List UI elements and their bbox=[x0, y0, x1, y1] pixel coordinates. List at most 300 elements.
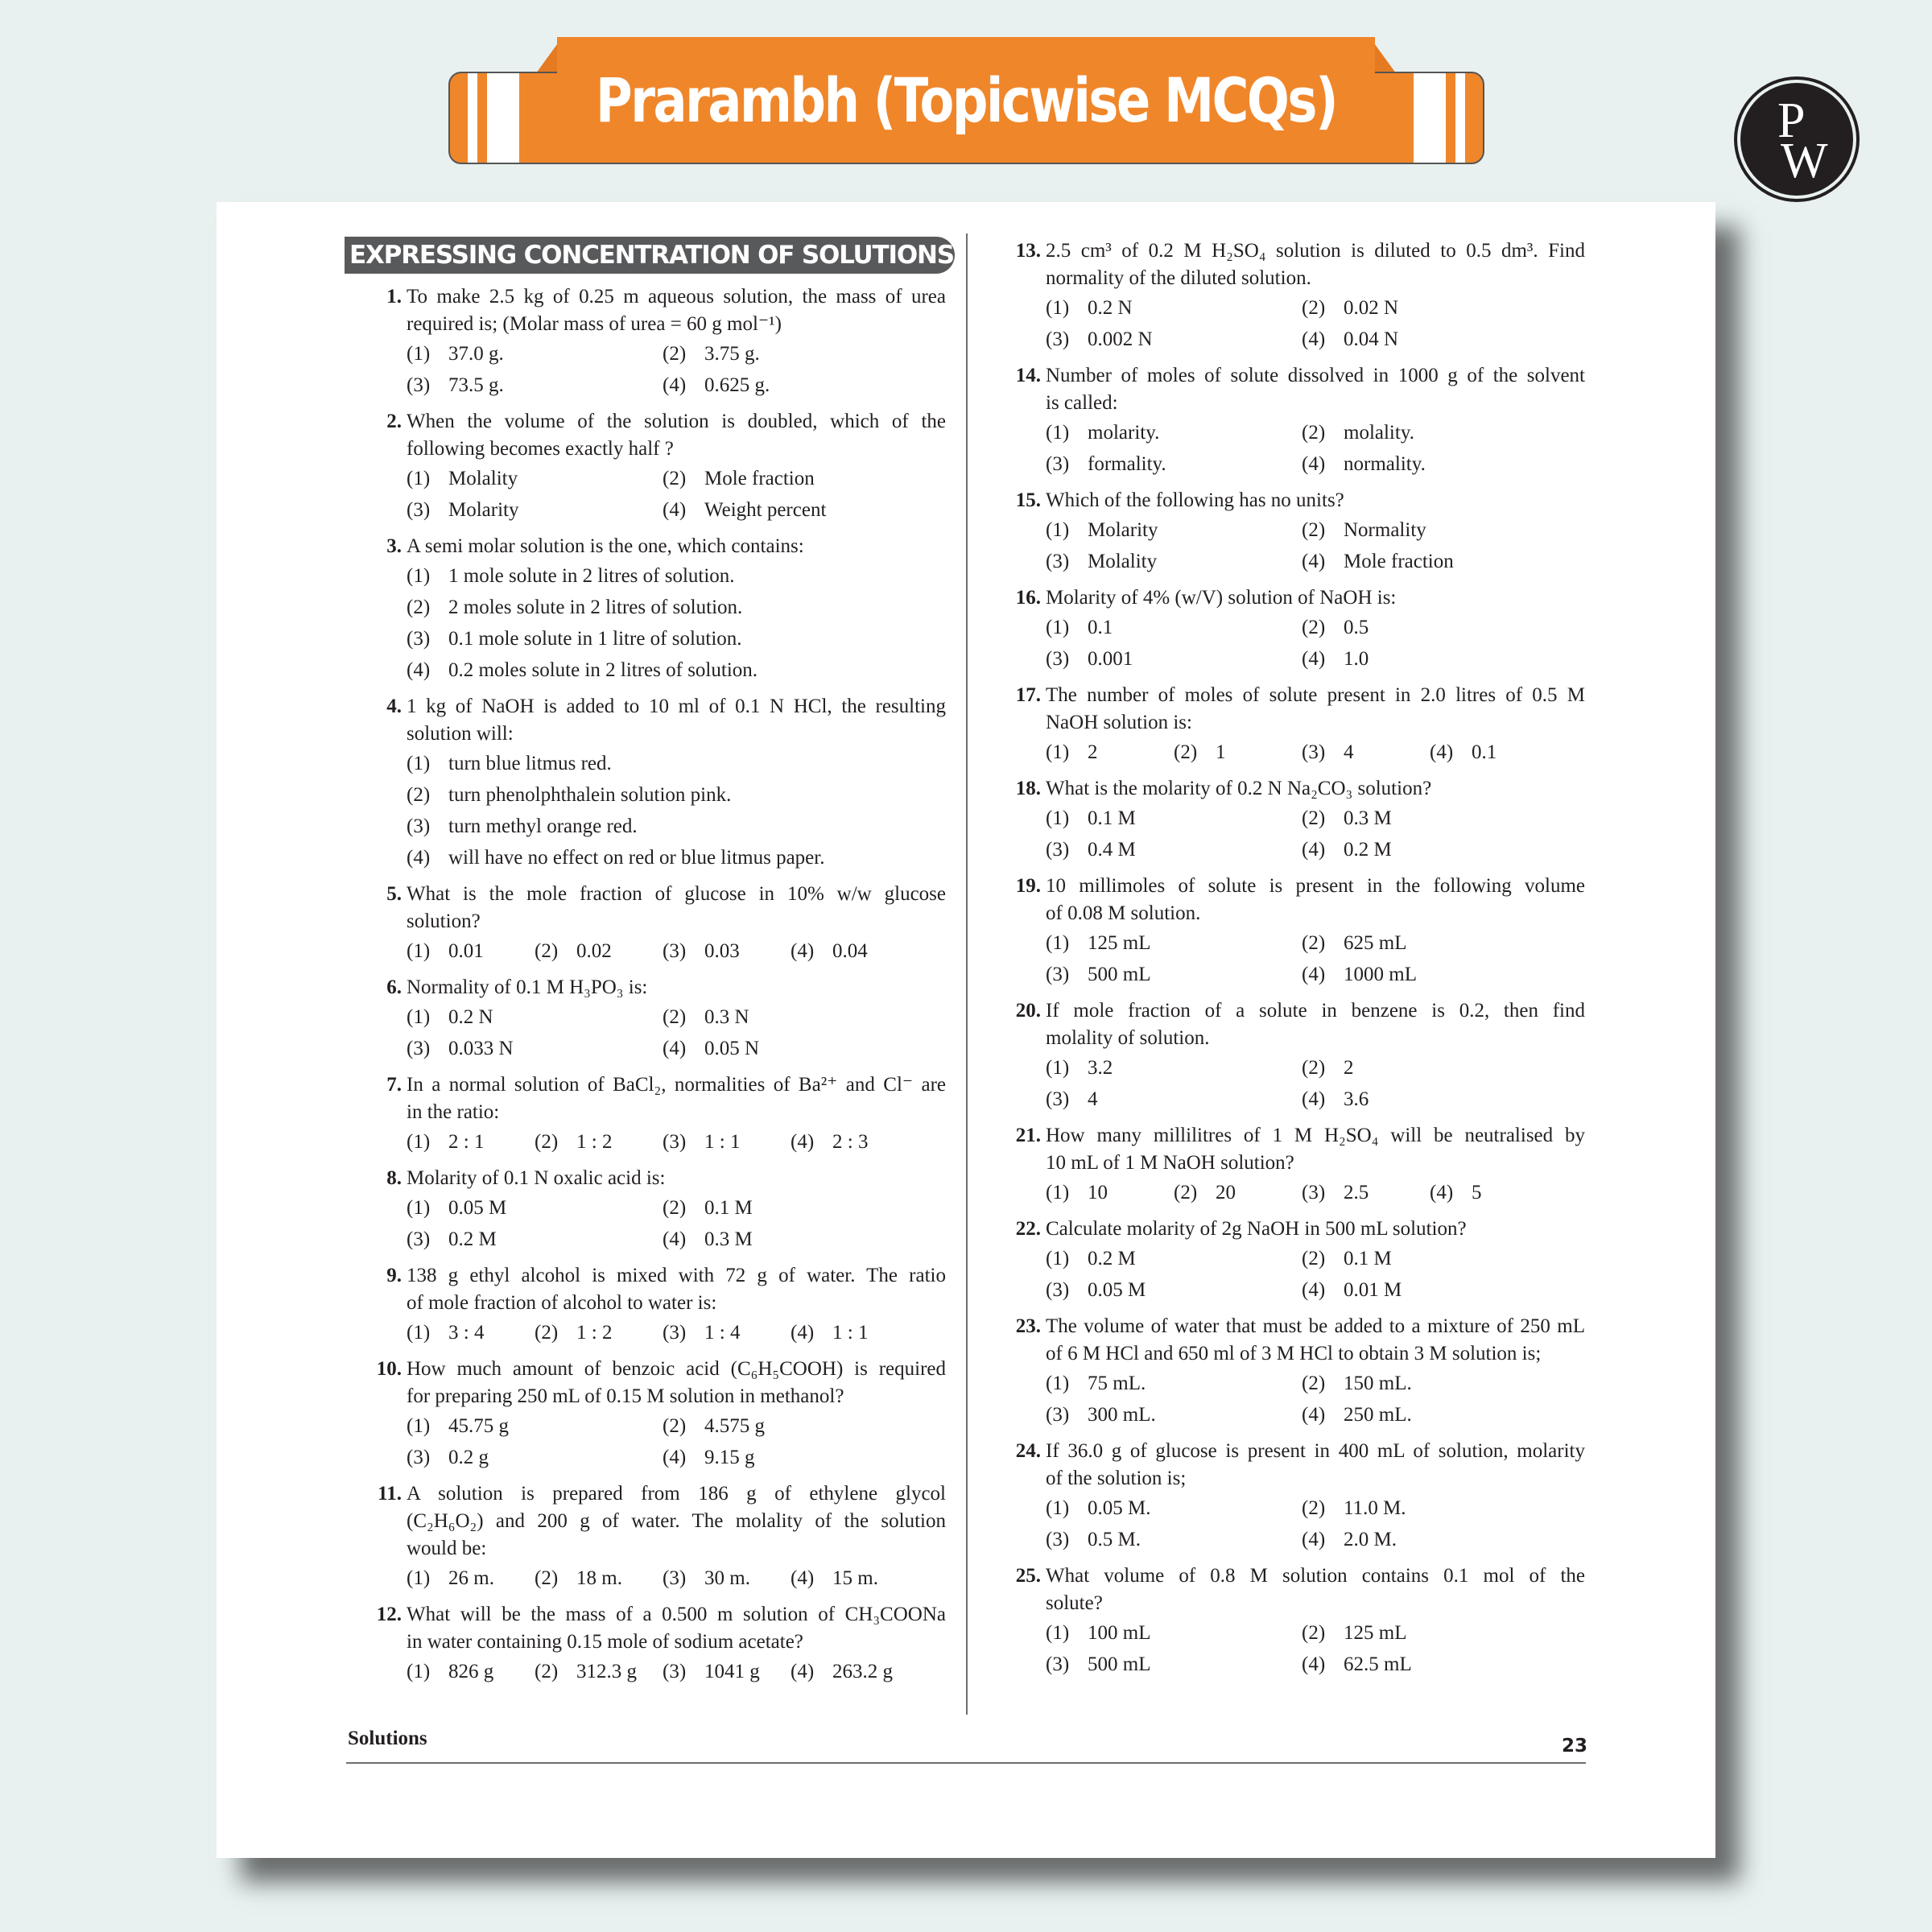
option-number: (2) bbox=[1302, 1373, 1326, 1394]
option-text: Mole fraction bbox=[1344, 551, 1454, 572]
option-text: 0.2 N bbox=[1088, 297, 1133, 319]
question bbox=[1015, 775, 1585, 865]
question-text-line: The volume of water that must be added to a mixture of 250 mL bbox=[1046, 1315, 1585, 1337]
question bbox=[378, 1480, 946, 1594]
option bbox=[663, 369, 919, 401]
question-text-line: Number of moles of solute dissolved in 1000 g of the solvent bbox=[1046, 365, 1585, 386]
option-text: 3.75 g. bbox=[704, 343, 760, 365]
question-number: 22. bbox=[1015, 1218, 1041, 1240]
question-text-line: in the ratio: bbox=[407, 1101, 500, 1123]
options bbox=[407, 1563, 946, 1594]
option-text: 1.0 bbox=[1344, 648, 1369, 670]
option bbox=[1046, 292, 1302, 324]
option-text: 125 mL bbox=[1344, 1622, 1407, 1644]
option bbox=[1046, 514, 1302, 546]
option-number: (4) bbox=[1302, 551, 1326, 572]
option-text: 1000 mL bbox=[1344, 964, 1417, 985]
question-number: 4. bbox=[386, 696, 402, 717]
option-number: (3) bbox=[1046, 453, 1070, 475]
column-divider bbox=[966, 233, 968, 1715]
option-number: (4) bbox=[1430, 1182, 1454, 1203]
option-text: 75 mL. bbox=[1088, 1373, 1146, 1394]
option-text: 4 bbox=[1088, 1088, 1098, 1110]
option bbox=[1046, 737, 1174, 768]
option-number: (4) bbox=[791, 1131, 815, 1153]
question-text-line: Which of the following has no units? bbox=[1046, 489, 1344, 511]
option-text: 0.033 N bbox=[448, 1038, 514, 1059]
option-number: (1) bbox=[1046, 519, 1070, 541]
option-text: 20 bbox=[1216, 1182, 1236, 1203]
option bbox=[1302, 612, 1558, 643]
left-column bbox=[376, 283, 946, 1695]
option bbox=[663, 1001, 919, 1033]
question bbox=[386, 1071, 946, 1158]
option-text: 2 : 3 bbox=[832, 1131, 869, 1153]
options bbox=[407, 1410, 946, 1473]
option-text: 1 mole solute in 2 litres of solution. bbox=[448, 565, 735, 587]
question-number: 18. bbox=[1015, 778, 1041, 799]
option-text: 9.15 g bbox=[704, 1447, 755, 1468]
option bbox=[1046, 546, 1302, 577]
option-text: 10 bbox=[1088, 1182, 1108, 1203]
option-number: (3) bbox=[1302, 741, 1326, 763]
option-text: 2.5 bbox=[1344, 1182, 1369, 1203]
option-number: (3) bbox=[1046, 1279, 1070, 1301]
option-number: (2) bbox=[663, 1197, 687, 1219]
option-number: (2) bbox=[1302, 1248, 1326, 1269]
option-text: 0.2 M bbox=[1088, 1248, 1136, 1269]
question-text-line: 10 millimoles of solute is present in the following volume bbox=[1046, 875, 1585, 897]
option bbox=[1046, 417, 1302, 448]
option-text: 312.3 g bbox=[576, 1661, 637, 1682]
question-number: 14. bbox=[1015, 365, 1041, 386]
question-text-line: of 0.08 M solution. bbox=[1046, 902, 1201, 924]
option-number: (4) bbox=[407, 847, 431, 869]
option bbox=[407, 1317, 535, 1348]
question bbox=[1015, 1438, 1585, 1555]
option bbox=[407, 779, 919, 811]
question-text-line: 2.5 cm³ of 0.2 M H₂SO₄ solution is diluted to 0.5 dm³. Find bbox=[1046, 240, 1585, 262]
option-number: (4) bbox=[1302, 1404, 1326, 1426]
option-number: (4) bbox=[1302, 1529, 1326, 1550]
option-number: (2) bbox=[407, 597, 431, 618]
options bbox=[1046, 1492, 1585, 1555]
option-number: (3) bbox=[407, 1038, 431, 1059]
option bbox=[535, 935, 663, 967]
option-text: 62.5 mL bbox=[1344, 1653, 1412, 1675]
option-number: (2) bbox=[407, 784, 431, 806]
option bbox=[407, 494, 663, 526]
question-text-line: A semi molar solution is the one, which contains: bbox=[407, 535, 804, 557]
option bbox=[1046, 1492, 1302, 1524]
option-number: (4) bbox=[663, 1228, 687, 1250]
option bbox=[1046, 959, 1302, 990]
option bbox=[1302, 1524, 1558, 1555]
option bbox=[1302, 292, 1558, 324]
option-text: 11.0 M. bbox=[1344, 1497, 1406, 1519]
question bbox=[386, 533, 946, 686]
option-text: molality. bbox=[1344, 422, 1414, 444]
options bbox=[1046, 1617, 1585, 1680]
option bbox=[1302, 834, 1558, 865]
option-number: (3) bbox=[407, 1447, 431, 1468]
option-text: 0.1 bbox=[1472, 741, 1497, 763]
option-text: formality. bbox=[1088, 453, 1166, 475]
option bbox=[407, 369, 663, 401]
question-text-line: molality of solution. bbox=[1046, 1027, 1210, 1049]
option-number: (1) bbox=[407, 940, 431, 962]
option bbox=[1046, 803, 1302, 834]
option-number: (4) bbox=[1302, 1653, 1326, 1675]
option-text: 1 : 1 bbox=[832, 1322, 869, 1344]
option bbox=[1302, 546, 1558, 577]
options bbox=[1046, 292, 1585, 355]
option bbox=[791, 935, 919, 967]
question-text-line: If 36.0 g of glucose is present in 400 mL of solution, molarity bbox=[1046, 1440, 1585, 1462]
option-number: (4) bbox=[663, 1038, 687, 1059]
question bbox=[376, 1601, 946, 1687]
option bbox=[1302, 1274, 1558, 1306]
option bbox=[663, 338, 919, 369]
option-text: 0.001 bbox=[1088, 648, 1133, 670]
question-text-line: What is the molarity of 0.2 N Na₂CO₃ solution? bbox=[1046, 778, 1432, 799]
option-number: (3) bbox=[1046, 328, 1070, 350]
option-text: 300 mL. bbox=[1088, 1404, 1156, 1426]
option-text: 2 bbox=[1088, 741, 1098, 763]
option-number: (3) bbox=[1046, 1529, 1070, 1550]
question-text-line: To make 2.5 kg of 0.25 m aqueous solution, the mass of urea bbox=[407, 286, 946, 308]
question-text-line: in water containing 0.15 mole of sodium acetate? bbox=[407, 1631, 803, 1653]
option bbox=[1302, 514, 1558, 546]
option bbox=[407, 1563, 535, 1594]
option-text: 100 mL bbox=[1088, 1622, 1151, 1644]
option bbox=[407, 463, 663, 494]
option bbox=[1174, 1177, 1302, 1208]
option bbox=[791, 1317, 919, 1348]
option-text: 26 m. bbox=[448, 1567, 494, 1589]
options bbox=[1046, 1243, 1585, 1306]
option-text: 0.2 N bbox=[448, 1006, 493, 1028]
question-text-line: A solution is prepared from 186 g of ethylene glycol bbox=[407, 1483, 946, 1505]
question-text-line: required is; (Molar mass of urea = 60 g mol⁻¹) bbox=[407, 313, 782, 335]
option bbox=[1430, 1177, 1558, 1208]
option bbox=[1046, 1084, 1302, 1115]
option-text: 0.01 bbox=[448, 940, 484, 962]
option bbox=[1046, 1399, 1302, 1430]
option-text: 2 moles solute in 2 litres of solution. bbox=[448, 597, 743, 618]
question-number: 17. bbox=[1015, 684, 1041, 706]
option bbox=[1302, 959, 1558, 990]
option-number: (2) bbox=[1174, 1182, 1198, 1203]
option-text: 30 m. bbox=[704, 1567, 750, 1589]
option-number: (3) bbox=[663, 1131, 687, 1153]
option-number: (4) bbox=[1302, 1279, 1326, 1301]
option bbox=[1302, 1177, 1430, 1208]
question-text-line: following becomes exactly half ? bbox=[407, 438, 674, 460]
option bbox=[407, 1224, 663, 1255]
option bbox=[663, 1410, 919, 1442]
option-text: 5 bbox=[1472, 1182, 1482, 1203]
question-text-line: of mole fraction of alcohol to water is: bbox=[407, 1292, 717, 1314]
option-text: 15 m. bbox=[832, 1567, 878, 1589]
option-text: 3.2 bbox=[1088, 1057, 1113, 1079]
option-number: (1) bbox=[407, 468, 431, 489]
option bbox=[407, 623, 919, 654]
option-text: 0.02 N bbox=[1344, 297, 1399, 319]
option-text: 263.2 g bbox=[832, 1661, 893, 1682]
option-number: (2) bbox=[1302, 807, 1326, 829]
option-text: 2 : 1 bbox=[448, 1131, 485, 1153]
option-text: 3 : 4 bbox=[448, 1322, 485, 1344]
options bbox=[407, 1126, 946, 1158]
option-number: (2) bbox=[1302, 1057, 1326, 1079]
option bbox=[407, 811, 919, 842]
option-text: 250 mL. bbox=[1344, 1404, 1412, 1426]
option bbox=[791, 1656, 919, 1687]
option-text: 0.04 N bbox=[1344, 328, 1399, 350]
options bbox=[1046, 514, 1585, 577]
question-number: 10. bbox=[376, 1358, 402, 1380]
question-number: 1. bbox=[386, 286, 402, 308]
option bbox=[663, 463, 919, 494]
question-number: 11. bbox=[378, 1483, 402, 1505]
question bbox=[386, 408, 946, 526]
options bbox=[1046, 803, 1585, 865]
option-text: 0.05 M bbox=[448, 1197, 507, 1219]
option bbox=[1302, 417, 1558, 448]
question-text-line: In a normal solution of BaCl₂, normalities of Ba²⁺ and Cl⁻ are bbox=[407, 1074, 946, 1096]
option-number: (3) bbox=[1046, 839, 1070, 861]
option bbox=[407, 1442, 663, 1473]
section-heading: EXPRESSING CONCENTRATION OF SOLUTIONS bbox=[345, 237, 955, 274]
option-number: (1) bbox=[1046, 741, 1070, 763]
option-number: (4) bbox=[1302, 328, 1326, 350]
option-number: (4) bbox=[663, 1447, 687, 1468]
question-text-line: The number of moles of solute present in 2.0 litres of 0.5 M bbox=[1046, 684, 1585, 706]
option bbox=[1430, 737, 1558, 768]
option-number: (2) bbox=[535, 940, 559, 962]
option-text: Molarity bbox=[1088, 519, 1158, 541]
option-number: (2) bbox=[663, 1415, 687, 1437]
option-text: 0.05 M bbox=[1088, 1279, 1146, 1301]
question-text-line: Normality of 0.1 M H₃PO₃ is: bbox=[407, 976, 648, 998]
option-number: (3) bbox=[1046, 648, 1070, 670]
option bbox=[407, 842, 919, 873]
option-text: turn phenolphthalein solution pink. bbox=[448, 784, 732, 806]
question-text-line: Molarity of 4% (w/V) solution of NaOH is: bbox=[1046, 587, 1397, 609]
question bbox=[1015, 1563, 1585, 1680]
option-text: 1 : 2 bbox=[576, 1131, 613, 1153]
option bbox=[1046, 1243, 1302, 1274]
option bbox=[407, 748, 919, 779]
option-number: (2) bbox=[535, 1567, 559, 1589]
option-number: (3) bbox=[1046, 551, 1070, 572]
option-text: 0.1 mole solute in 1 litre of solution. bbox=[448, 628, 742, 650]
option bbox=[663, 494, 919, 526]
option-number: (3) bbox=[1046, 1088, 1070, 1110]
option-text: 0.5 M. bbox=[1088, 1529, 1141, 1550]
question-text-line: 138 g ethyl alcohol is mixed with 72 g of water. The ratio bbox=[407, 1265, 946, 1286]
option bbox=[1046, 612, 1302, 643]
option-number: (3) bbox=[1046, 1653, 1070, 1675]
question-text-line: NaOH solution is: bbox=[1046, 712, 1192, 733]
option-number: (1) bbox=[407, 1661, 431, 1682]
option-text: 0.05 N bbox=[704, 1038, 760, 1059]
option-number: (2) bbox=[663, 1006, 687, 1028]
question bbox=[386, 1262, 946, 1348]
option-text: 2 bbox=[1344, 1057, 1354, 1079]
options bbox=[407, 1656, 946, 1687]
option-text: Mole fraction bbox=[704, 468, 815, 489]
option bbox=[1302, 1399, 1558, 1430]
option-number: (1) bbox=[1046, 932, 1070, 954]
option-number: (3) bbox=[663, 1567, 687, 1589]
options bbox=[407, 463, 946, 526]
option-number: (4) bbox=[1302, 964, 1326, 985]
option-text: molarity. bbox=[1088, 422, 1160, 444]
option bbox=[1302, 1368, 1558, 1399]
option-text: 18 m. bbox=[576, 1567, 622, 1589]
option-text: 1 : 1 bbox=[704, 1131, 741, 1153]
question-text-line: solution will: bbox=[407, 723, 514, 745]
option-number: (2) bbox=[1302, 1622, 1326, 1644]
option-number: (3) bbox=[1046, 1404, 1070, 1426]
option-number: (2) bbox=[1302, 422, 1326, 444]
question-number: 5. bbox=[386, 883, 402, 905]
option-text: 0.1 M bbox=[1344, 1248, 1392, 1269]
option bbox=[407, 1001, 663, 1033]
option-number: (1) bbox=[407, 1322, 431, 1344]
question-number: 13. bbox=[1015, 240, 1041, 262]
option bbox=[663, 1656, 791, 1687]
question bbox=[1015, 584, 1585, 675]
option-number: (1) bbox=[1046, 807, 1070, 829]
option-number: (2) bbox=[1302, 1497, 1326, 1519]
option bbox=[1302, 324, 1558, 355]
question-number: 2. bbox=[386, 411, 402, 432]
option-text: 0.04 bbox=[832, 940, 868, 962]
option-number: (4) bbox=[791, 1567, 815, 1589]
option-number: (1) bbox=[407, 1415, 431, 1437]
option-text: 0.2 g bbox=[448, 1447, 489, 1468]
option-number: (4) bbox=[663, 499, 687, 521]
question-number: 15. bbox=[1015, 489, 1041, 511]
option-text: 0.002 N bbox=[1088, 328, 1153, 350]
option-text: 0.3 M bbox=[1344, 807, 1392, 829]
option-number: (3) bbox=[407, 499, 431, 521]
option-text: 0.2 M bbox=[1344, 839, 1392, 861]
question-number: 3. bbox=[386, 535, 402, 557]
question bbox=[1015, 997, 1585, 1115]
option-text: 1041 g bbox=[704, 1661, 760, 1682]
option-text: 0.625 g. bbox=[704, 374, 770, 396]
option-number: (4) bbox=[663, 374, 687, 396]
option-number: (3) bbox=[1302, 1182, 1326, 1203]
option-text: 4 bbox=[1344, 741, 1354, 763]
option bbox=[1302, 737, 1430, 768]
option-number: (3) bbox=[407, 1228, 431, 1250]
option bbox=[1302, 1492, 1558, 1524]
option bbox=[1302, 803, 1558, 834]
question bbox=[376, 1356, 946, 1473]
option-text: Molarity bbox=[448, 499, 519, 521]
option bbox=[1046, 643, 1302, 675]
option-number: (1) bbox=[1046, 1182, 1070, 1203]
question-text-line: What is the mole fraction of glucose in 10% w/w glucose bbox=[407, 883, 946, 905]
option bbox=[1046, 1177, 1174, 1208]
option-text: 3.6 bbox=[1344, 1088, 1369, 1110]
question bbox=[1015, 873, 1585, 990]
option-number: (2) bbox=[1302, 932, 1326, 954]
option-number: (2) bbox=[1302, 617, 1326, 638]
option-text: 500 mL bbox=[1088, 1653, 1151, 1675]
option-text: 0.3 M bbox=[704, 1228, 753, 1250]
option bbox=[791, 1563, 919, 1594]
option-number: (2) bbox=[1302, 519, 1326, 541]
option bbox=[1174, 737, 1302, 768]
question bbox=[386, 693, 946, 873]
right-column bbox=[1015, 237, 1585, 1687]
option-number: (1) bbox=[1046, 1497, 1070, 1519]
question-number: 16. bbox=[1015, 587, 1041, 609]
option bbox=[1302, 1084, 1558, 1115]
question bbox=[1015, 1122, 1585, 1208]
option bbox=[407, 1033, 663, 1064]
question-number: 25. bbox=[1015, 1565, 1041, 1587]
option-number: (4) bbox=[1302, 648, 1326, 670]
question bbox=[1015, 1313, 1585, 1430]
option bbox=[1302, 1649, 1558, 1680]
option-text: 4.575 g bbox=[704, 1415, 765, 1437]
option bbox=[1046, 448, 1302, 480]
option-text: will have no effect on red or blue litmus paper. bbox=[448, 847, 825, 869]
question-number: 21. bbox=[1015, 1125, 1041, 1146]
option bbox=[1046, 834, 1302, 865]
question-number: 7. bbox=[386, 1074, 402, 1096]
option bbox=[407, 1126, 535, 1158]
option-text: 1 bbox=[1216, 741, 1226, 763]
option bbox=[1302, 1243, 1558, 1274]
options bbox=[1046, 1368, 1585, 1430]
option bbox=[1046, 1274, 1302, 1306]
option-text: 45.75 g bbox=[448, 1415, 509, 1437]
option-text: turn blue litmus red. bbox=[448, 753, 612, 774]
option bbox=[663, 1224, 919, 1255]
option bbox=[407, 560, 919, 592]
question bbox=[1015, 362, 1585, 480]
option-number: (4) bbox=[1302, 839, 1326, 861]
question-text-line: of the solution is; bbox=[1046, 1468, 1187, 1489]
question bbox=[1015, 237, 1585, 355]
option-number: (1) bbox=[407, 753, 431, 774]
option bbox=[663, 1442, 919, 1473]
option-text: Weight percent bbox=[704, 499, 827, 521]
option bbox=[1046, 1368, 1302, 1399]
option bbox=[1302, 927, 1558, 959]
option bbox=[663, 1126, 791, 1158]
question-number: 24. bbox=[1015, 1440, 1041, 1462]
option-number: (1) bbox=[407, 565, 431, 587]
option-number: (2) bbox=[535, 1661, 559, 1682]
option-number: (3) bbox=[663, 1322, 687, 1344]
option-text: 1 : 2 bbox=[576, 1322, 613, 1344]
option-number: (4) bbox=[1430, 741, 1454, 763]
option bbox=[1046, 1052, 1302, 1084]
option-text: 0.2 moles solute in 2 litres of solution. bbox=[448, 659, 758, 681]
option-number: (4) bbox=[791, 1322, 815, 1344]
footer-rule bbox=[346, 1762, 1586, 1764]
option-text: 0.01 M bbox=[1344, 1279, 1402, 1301]
